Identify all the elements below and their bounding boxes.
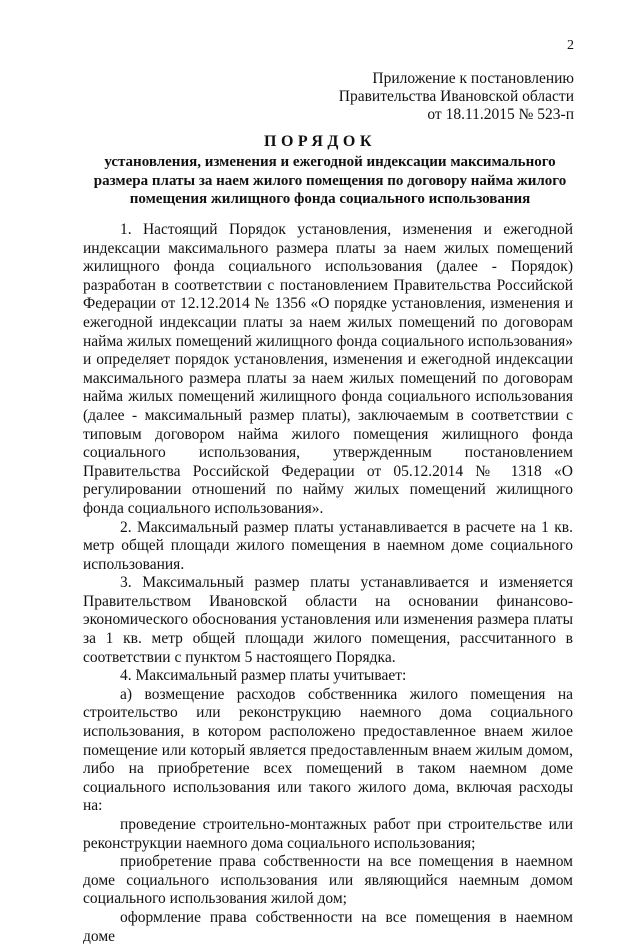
paragraph: 4. Максимальный размер платы учитывает: [120,667,407,685]
paragraph: 2. Максимальный размер платы устанавливается в расчете на 1 кв. метр общей площади жилого помещения в наемном доме социального использования. [83,518,573,573]
appendix-header-line: Правительства Ивановской области [338,88,574,105]
paragraph: 3. Максимальный размер платы устанавливается и изменяется Правительством Ивановской области на основании финансово-экономического обоснования установления или изменения размера платы за 1 кв. метр общей площади жилого помещения, рассчитанного в соответствии с пунктом 5 настоящего Порядка. [83,574,573,666]
paragraph: 1. Настоящий Порядок установления, изменения и ежегодной индексации максимального размера платы за наем жилых помещений жилищного фонда социального использования (далее - Порядок) разработан в соответствии с постановлением Правительства Российской Федерации от 12.12.2014 № 1356 «О порядке установления, изменения и ежегодной индексации платы за наем жилых помещений по договорам найма жилых помещений жилищного фонда социального использования» и определяет порядок установления, изменения и ежегодной индексации максимального размера платы за наем жилых помещений по договорам найма жилых помещений жилищного фонда социального использования (далее - максимальный размер платы), заключаемым в соответствии с типовым договором найма жилого помещения жилищного фонда социального использования, утвержденным постановлением Правительства Российской Федерации от 05.12.2014 № 1318 «О регулировании отношений по найму жилых помещений жилищного фонда социального использования». [83,221,573,517]
document-body [83,221,573,946]
paragraph: оформление права собственности на все помещения в наемном доме [83,908,573,945]
document-title: ПОРЯДОК [264,133,376,150]
document-subtitle: установления, изменения и ежегодной индексации максимального размера платы за наем жилого помещения по договору найма жилого помещения жилищного фонда социального использования [93,154,567,207]
paragraph: приобретение права собственности на все помещения в наемном доме социального использования или являющийся наемным домом социального использования жилой дом; [83,853,573,908]
appendix-header-line: от 18.11.2015 № 523-п [427,106,574,123]
page-number: 2 [567,38,574,53]
appendix-header [339,70,574,124]
appendix-header-line: Приложение к постановлению [372,70,574,87]
paragraph: проведение строительно-монтажных работ при строительстве или реконструкции наемного дома социального использования; [83,816,573,852]
paragraph: а) возмещение расходов собственника жилого помещения на строительство или реконструкцию наемного дома социального использования, в котором расположено предоставленное внаем жилое помещение или который является предоставленным внаем жилым домом, либо на приобретение всех помещений в таком наемном доме социального использования или такого жилого дома, включая расходы на: [83,685,573,815]
